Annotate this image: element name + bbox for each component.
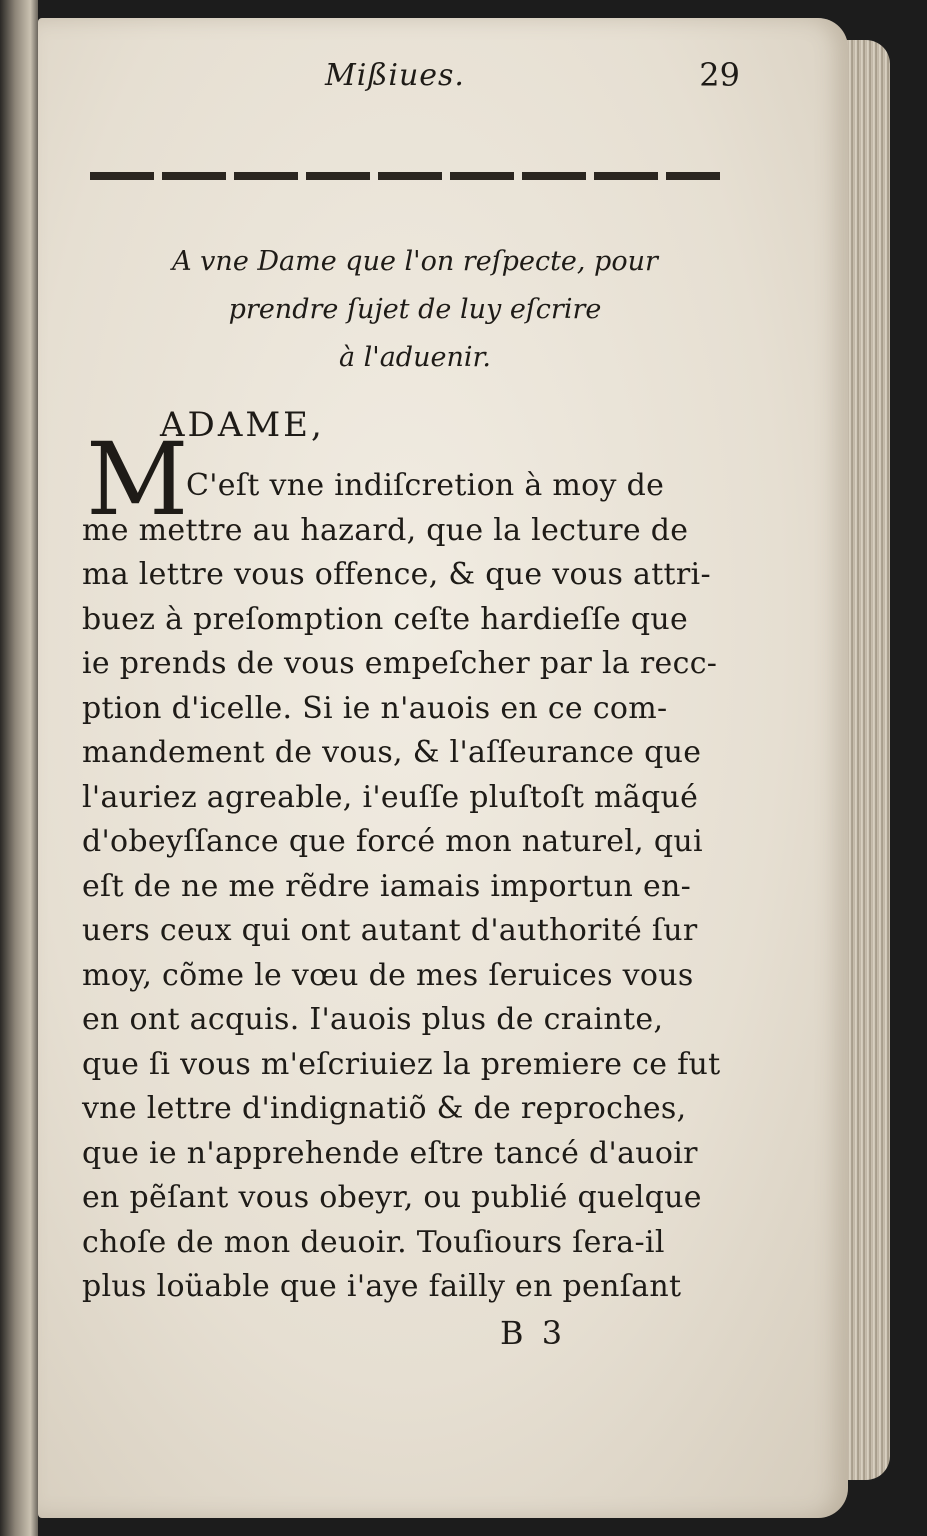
text-line: l'auriez agreable, i'euſſe pluſtoſt mãqué xyxy=(82,779,699,815)
text-line: moy, cõme le vœu de mes ſeruices vous xyxy=(82,957,694,993)
text-line: mandement de vous, & l'aſſeurance que xyxy=(82,735,702,770)
heading-line: à l'aduenir. xyxy=(338,342,492,373)
text-line: buez à preſomption ceſte hardieſſe que xyxy=(82,601,689,637)
salutation: ADAME, xyxy=(160,405,325,445)
text-line: en ont acquis. I'auois plus de crainte, xyxy=(82,1002,664,1037)
page-number: 29 xyxy=(699,56,740,94)
drop-cap: M xyxy=(86,421,189,538)
text-line: ma lettre vous offence, & que vous attri- xyxy=(82,557,711,592)
heading-line: prendre ſujet de luy eſcrire xyxy=(228,294,602,325)
text-line: C'eſt vne indiſcretion à moy de xyxy=(186,468,665,503)
text-line-last: plus loüable que i'aye failly en penſant xyxy=(82,1269,682,1304)
text-line: eſt de ne me rẽdre iamais importun en- xyxy=(82,868,692,904)
text-line: uers ceux qui ont autant d'authorité ſur xyxy=(82,913,698,948)
text-line: me mettre au hazard, que la lecture de xyxy=(82,512,689,548)
text-line: que ſi vous m'eſcriuiez la premiere ce fut xyxy=(82,1046,721,1082)
text-line: que ie n'apprehende eſtre tancé d'auoir xyxy=(82,1135,698,1171)
text-line: ption d'icelle. Si ie n'auois en ce com- xyxy=(82,690,668,726)
text-line: choſe de mon deuoir. Touſiours ſera-il xyxy=(82,1224,665,1260)
text-line: d'obeyſſance que forcé mon naturel, qui xyxy=(82,824,703,859)
text-line: ie prends de vous empeſcher par la recc- xyxy=(82,646,718,681)
text-line: en pẽſant vous obeyr, ou publié quelque xyxy=(82,1180,702,1215)
text-line: vne lettre d'indignatiõ & de reproches, xyxy=(82,1091,687,1126)
signature-mark: B 3 xyxy=(500,1314,567,1352)
running-title: Mißiues. xyxy=(325,58,465,93)
heading-line: A vne Dame que l'on reſpecte, pour xyxy=(172,246,658,277)
